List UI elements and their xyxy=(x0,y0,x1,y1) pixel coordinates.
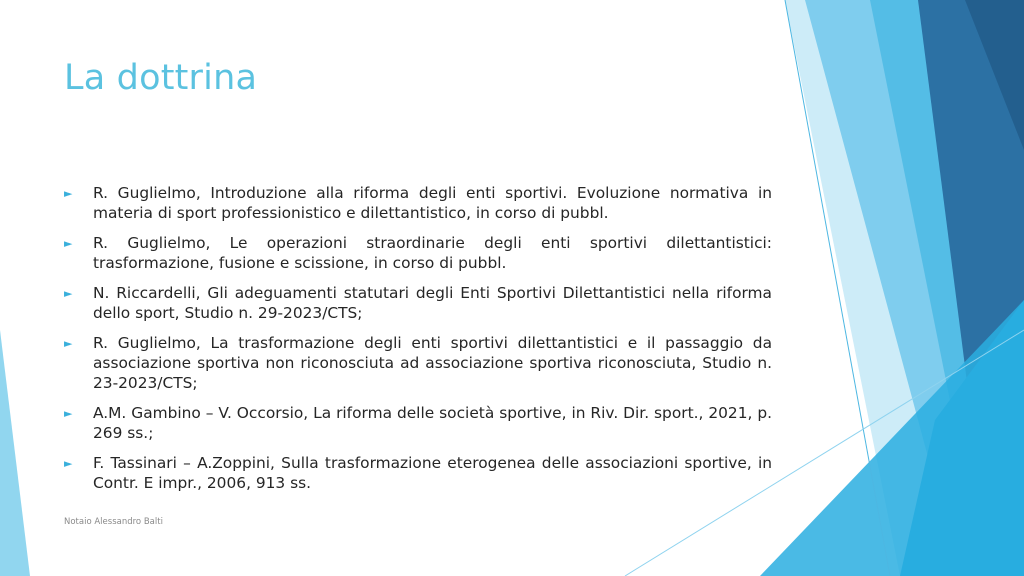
bullet-arrow-icon: ► xyxy=(64,187,73,200)
footer-text: Notaio Alessandro Balti xyxy=(64,517,163,527)
bullet-arrow-icon: ► xyxy=(64,457,73,470)
bullet-text: N. Riccardelli, Gli adeguamenti statutari degli Enti Sportivi Dilettantistici nella riforma dello sport, Studio n. 29-2023/CTS; xyxy=(93,284,772,322)
slide-title: La dottrina xyxy=(64,58,258,98)
bullet-item xyxy=(64,333,772,393)
bullet-arrow-icon: ► xyxy=(64,337,73,350)
bullet-item xyxy=(64,283,772,323)
bullet-arrow-icon: ► xyxy=(64,237,73,250)
bullet-arrow-icon: ► xyxy=(64,287,73,300)
bullet-text: R. Guglielmo, La trasformazione degli enti sportivi dilettantistici e il passaggio da associazione sportiva non riconosciuta ad associazione sportiva riconosciuta, Studio n. 23-2023/CTS; xyxy=(93,334,772,392)
left-accent-strip xyxy=(0,330,30,576)
bullet-item xyxy=(64,403,772,443)
bullet-item xyxy=(64,453,772,493)
bullet-item xyxy=(64,183,772,223)
bullet-text: F. Tassinari – A.Zoppini, Sulla trasformazione eterogenea delle associazioni sportive, in Contr. E impr., 2006, 913 ss. xyxy=(93,454,772,492)
bullet-item xyxy=(64,233,772,273)
bullet-text: R. Guglielmo, Le operazioni straordinarie degli enti sportivi dilettantistici: trasformazione, fusione e scissione, in corso di pubbl. xyxy=(93,234,772,272)
bullet-list xyxy=(64,183,772,503)
bullet-text: A.M. Gambino – V. Occorsio, La riforma delle società sportive, in Riv. Dir. sport., 2021, p. 269 ss.; xyxy=(93,404,772,442)
bullet-arrow-icon: ► xyxy=(64,407,73,420)
bullet-text: R. Guglielmo, Introduzione alla riforma degli enti sportivi. Evoluzione normativa in materia di sport professionistico e dilettantistico, in corso di pubbl. xyxy=(93,184,772,222)
